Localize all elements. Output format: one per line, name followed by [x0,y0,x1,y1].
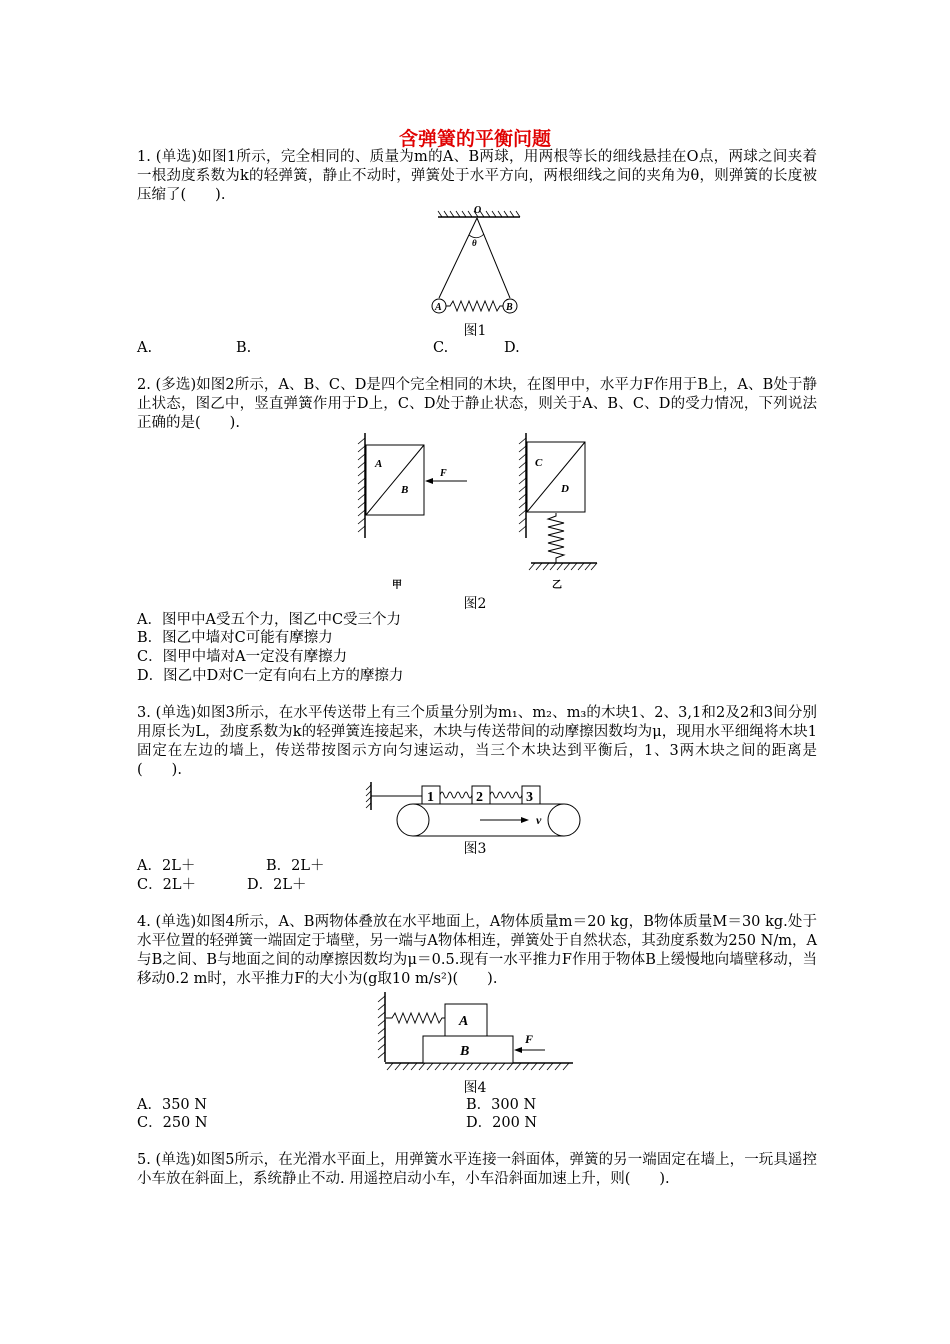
label-block-b: B [460,1044,470,1059]
label-block-1: 1 [427,790,434,805]
q2-option-a: A．图甲中A受五个力，图乙中C受三个力 [137,612,402,628]
q4-option-b: B．300 N [466,1097,537,1113]
label-theta: θ [472,238,477,248]
question-2-text: 2. (多选)如图2所示，A、B、C、D是四个完全相同的木块，在图甲中，水平力F作用于B上，A、B处于静止状态，图乙中，竖直弹簧作用于D上，C、D处于静止状态，则关于A、B、C、D的受力情况，下列说法正确的是( ). [137,377,817,431]
label-block-b: B [401,484,409,496]
label-block-c: C [535,457,543,469]
question-1-text: 1. (单选)如图1所示，完全相同的、质量为m的A、B两球，用两根等长的细线悬挂在O点，两球之间夹着一根劲度系数为k的轻弹簧，静止不动时，弹簧处于水平方向，两根细线之间的夹角为θ，则弹簧的长度被压缩了( ). [137,149,817,203]
q1-option-d: D. [504,340,520,356]
label-force-f: F [440,468,447,479]
q3-option-a: A．2L＋ [137,858,196,874]
label-block-3: 3 [526,790,533,805]
figure-2-caption: 图2 [463,596,487,612]
q1-option-a: A. [137,340,153,356]
question-5-text: 5. (单选)如图5所示，在光滑水平面上，用弹簧水平连接一斜面体，弹簧的另一端固定在墙上，一玩具遥控小车放在斜面上，系统静止不动. 用遥控启动小车，小车沿斜面加速上升，则( ). [137,1152,817,1187]
label-block-a: A [459,1014,469,1029]
question-4-text: 4. (单选)如图4所示，A、B两物体叠放在水平地面上，A物体质量m＝20 kg，B物体质量M＝30 kg.处于水平位置的轻弹簧一端固定于墙壁，另一端与A物体相连，弹簧处于自然状态，其劲度系数为250 N/m，A与B之间、B与地面之间的动摩擦因数均为μ＝0.5.现有一水平推力F作用于物体B上缓慢地向墙壁移动，当移动0.2 m时，水平推力F的大小为(g取10 m/s²)( ). [137,914,817,987]
figure-1 [420,203,540,321]
q2-option-b: B．图乙中墙对C可能有摩擦力 [137,630,333,646]
figure-3 [365,780,590,840]
label-ball-b: B [506,302,513,313]
label-velocity: v [536,813,542,827]
label-force-f: F [525,1032,534,1046]
figure-4-caption: 图4 [463,1080,487,1096]
q1-option-c: C. [433,340,449,356]
q3-option-c: C．2L＋ [137,877,196,893]
label-block-2: 2 [476,790,483,805]
q3-option-b: B．2L＋ [266,858,325,874]
q1-option-b: B. [236,340,252,356]
q2-option-c: C．图甲中墙对A一定没有摩擦力 [137,649,348,665]
label-ball-a: A [435,302,442,313]
q4-option-a: A．350 N [137,1097,207,1113]
label-block-d: D [561,483,569,495]
q3-option-d: D．2L＋ [247,877,307,893]
figure-2 [345,430,605,592]
label-block-a: A [375,458,383,470]
figure-4 [375,988,580,1078]
q4-option-c: C．250 N [137,1115,208,1131]
q4-option-d: D．200 N [466,1115,538,1131]
label-jia: 甲 [392,580,402,591]
q2-option-d: D．图乙中D对C一定有向右上方的摩擦力 [137,668,404,684]
figure-3-caption: 图3 [463,841,487,857]
figure-1-caption: 图1 [463,323,487,339]
page-title: 含弹簧的平衡问题 [398,128,551,150]
question-3-text: 3. (单选)如图3所示，在水平传送带上有三个质量分别为m₁、m₂、m₃的木块1、2、3,1和2及2和3间分别用原长为L，劲度系数为k的轻弹簧连接起来，木块与传送带间的动摩擦因数均为μ，现用水平细绳将木块1固定在左边的墙上，传送带按图示方向匀速运动，当三个木块达到平衡后，1、3两木块之间的距离是( ). [137,705,817,778]
label-yi: 乙 [552,580,562,591]
label-o: O [474,205,482,216]
